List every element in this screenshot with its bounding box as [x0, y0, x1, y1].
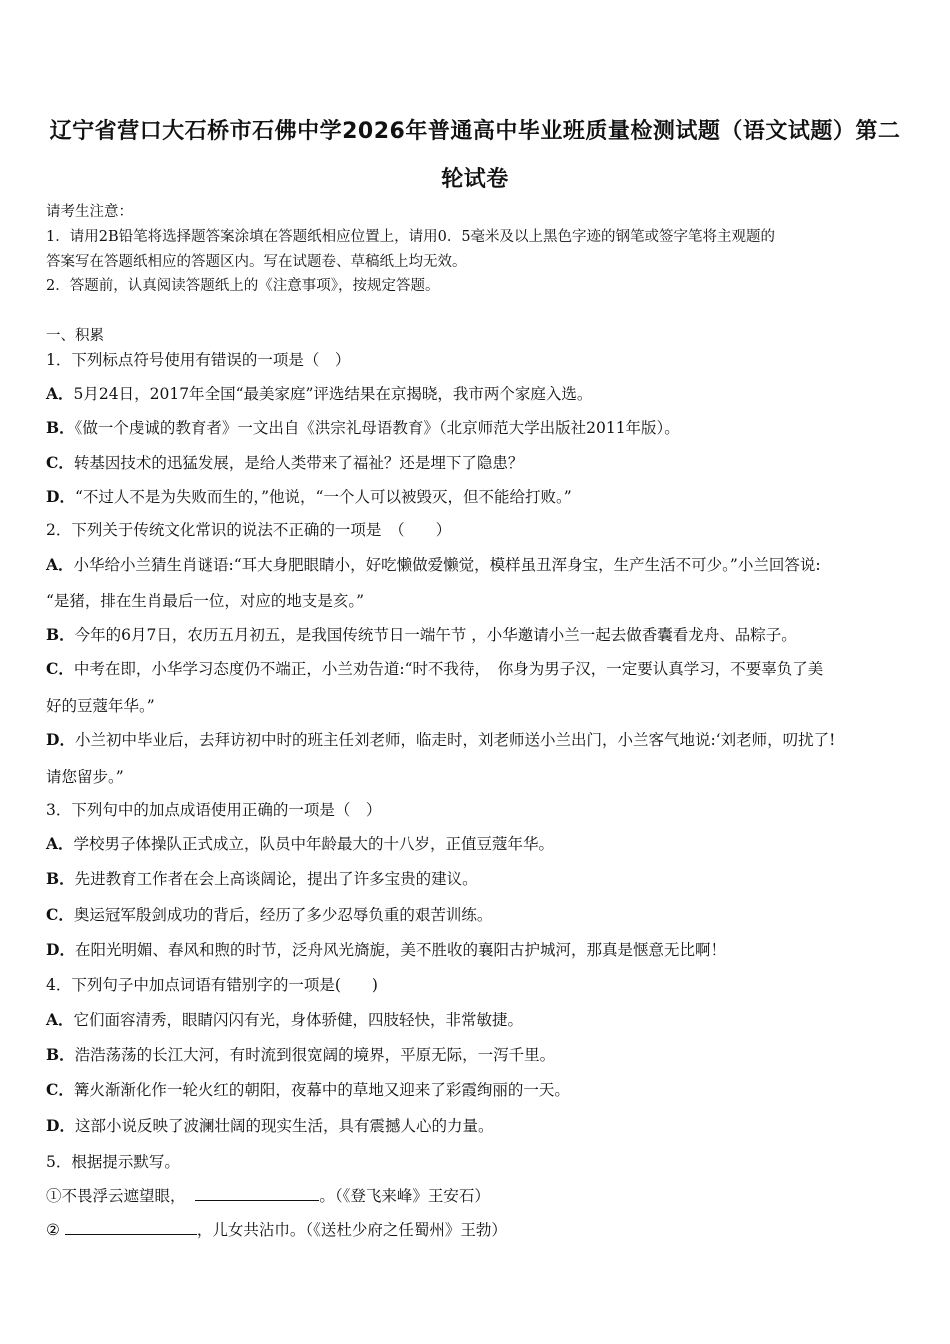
answer-blank[interactable]	[195, 1186, 319, 1201]
question-5-item-1	[46, 1186, 920, 1206]
question-1-option-a	[46, 384, 920, 404]
question-1-option-b	[46, 418, 920, 438]
question-1-option-c	[46, 453, 920, 473]
option-text: 学校男子体操队正式成立，队员中年龄最大的十八岁，正值豆蔻年华。	[73, 835, 555, 853]
option-text: 浩浩荡荡的长江大河，有时流到很宽阔的境界，平原无际，一泻千里。	[74, 1046, 556, 1064]
question-5-item-2	[46, 1220, 920, 1240]
option-text: 小兰初中毕业后，去拜访初中时的班主任刘老师，临走时，刘老师送小兰出门，小兰客气地说:‘刘老师，叨扰了!	[74, 731, 836, 749]
question-1-option-d	[46, 487, 920, 507]
option-label: A．	[46, 1010, 74, 1029]
question-4-option-b	[46, 1045, 920, 1065]
question-2-option-b	[46, 625, 920, 645]
question-2-option-c-cont: 好的豆蔻年华。”	[46, 697, 155, 715]
option-label: B．	[46, 418, 75, 437]
option-text: 今年的6月7日，农历五月初五，是我国传统节日一端午节 ，小华邀请小兰一起去做香囊看龙舟、品粽子。	[74, 626, 797, 644]
question-2-stem: 2．下列关于传统文化常识的说法不正确的一项是 （ ）	[46, 521, 452, 539]
option-label: A．	[46, 834, 74, 853]
question-4-option-d	[46, 1116, 920, 1136]
option-label: A．	[46, 384, 74, 403]
option-label: D．	[46, 1116, 75, 1135]
option-label: C．	[46, 905, 74, 924]
question-4-stem: 4．下列句子中加点词语有错别字的一项是( )	[46, 976, 378, 994]
notice-item-1b: 答案写在答题纸相应的答题区内。写在试题卷、草稿纸上均无效。	[46, 254, 467, 270]
section-heading: 一、积累	[46, 328, 104, 344]
option-label: C．	[46, 1080, 74, 1099]
option-label: D．	[46, 940, 75, 959]
question-4-option-c	[46, 1080, 920, 1100]
question-3-stem: 3．下列句中的加点成语使用正确的一项是（ ）	[46, 801, 382, 819]
question-5-stem: 5．根据提示默写。	[46, 1153, 180, 1171]
option-text: 在阳光明媚、春风和煦的时节，泛舟风光旖旎，美不胜收的襄阳古护城河，那真是惬意无比啊！	[74, 941, 726, 959]
option-text: 这部小说反映了波澜壮阔的现实生活，具有震撼人心的力量。	[74, 1117, 494, 1135]
option-text: 奥运冠军殷剑成功的背后，经历了多少忍辱负重的艰苦训练。	[73, 906, 493, 924]
question-1-stem: 1．下列标点符号使用有错误的一项是（ ）	[46, 351, 351, 369]
item-suffix: ，儿女共沾巾。（《送杜少府之任蜀州》王勃）	[196, 1221, 507, 1239]
option-text: 《做一个虔诚的教育者》一文出自《洪宗礼母语教育》（北京师范大学出版社2011年版）。	[74, 419, 680, 437]
option-text: 先进教育工作者在会上高谈阔论，提出了许多宝贵的建议。	[74, 870, 478, 888]
item-prefix: ②	[46, 1221, 60, 1239]
option-label: C．	[46, 453, 74, 472]
option-label: D．	[46, 730, 75, 749]
option-text: 篝火渐渐化作一轮火红的朝阳，夜幕中的草地又迎来了彩霞绚丽的一天。	[73, 1081, 570, 1099]
item-suffix: 。（《登飞来峰》王安石）	[319, 1187, 490, 1205]
notice-item-2: 2．答题前，认真阅读答题纸上的《注意事项》，按规定答题。	[46, 278, 440, 294]
option-text: “不过人不是为失败而生的，”他说，“一个人可以被毁灭，但不能给打败。”	[74, 488, 572, 506]
option-label: A．	[46, 555, 74, 574]
option-label: C．	[46, 659, 74, 678]
question-2-option-a-cont: “是猪，排在生肖最后一位，对应的地支是亥。”	[46, 592, 365, 610]
question-2-option-a	[46, 555, 920, 575]
option-text: 中考在即，小华学习态度仍不端正，小兰劝告道:“时不我待， 你身为男子汉，一定要认真学习，不要辜负了美	[73, 660, 824, 678]
exam-title-line-2: 轮试卷	[441, 167, 509, 192]
exam-title-line-1: 辽宁省营口大石桥市石佛中学2026年普通高中毕业班质量检测试题（语文试题）第二	[49, 119, 901, 144]
notice-heading: 请考生注意：	[46, 204, 133, 220]
question-3-option-a	[46, 834, 920, 854]
notice-item-1a: 1．请用2B铅笔将选择题答案涂填在答题纸相应位置上，请用0．5毫米及以上黑色字迹的钢笔或签字笔将主观题的	[46, 229, 776, 245]
option-text: 5月24日，2017年全国“最美家庭”评选结果在京揭晓，我市两个家庭入选。	[73, 385, 593, 403]
question-2-option-c	[46, 659, 920, 679]
option-label: D．	[46, 487, 75, 506]
question-3-option-d	[46, 940, 920, 960]
option-text: 转基因技术的迅猛发展，是给人类带来了福祉？还是埋下了隐患？	[73, 454, 524, 472]
item-prefix: ①不畏浮云遮望眼，	[46, 1187, 186, 1205]
question-4-option-a	[46, 1010, 920, 1030]
option-label: B．	[46, 869, 75, 888]
option-label: B．	[46, 625, 75, 644]
question-3-option-c	[46, 905, 920, 925]
answer-blank[interactable]	[65, 1220, 197, 1235]
option-label: B．	[46, 1045, 75, 1064]
question-2-option-d-cont: 请您留步。”	[46, 768, 124, 786]
option-text: 它们面容清秀，眼睛闪闪有光，身体骄健，四肢轻快，非常敏捷。	[73, 1011, 524, 1029]
question-3-option-b	[46, 869, 920, 889]
question-2-option-d	[46, 730, 920, 750]
option-text: 小华给小兰猜生肖谜语:“耳大身肥眼睛小，好吃懒做爱懒觉，模样虽丑浑身宝，生产生活不可少。”小兰回答说:	[73, 556, 821, 574]
